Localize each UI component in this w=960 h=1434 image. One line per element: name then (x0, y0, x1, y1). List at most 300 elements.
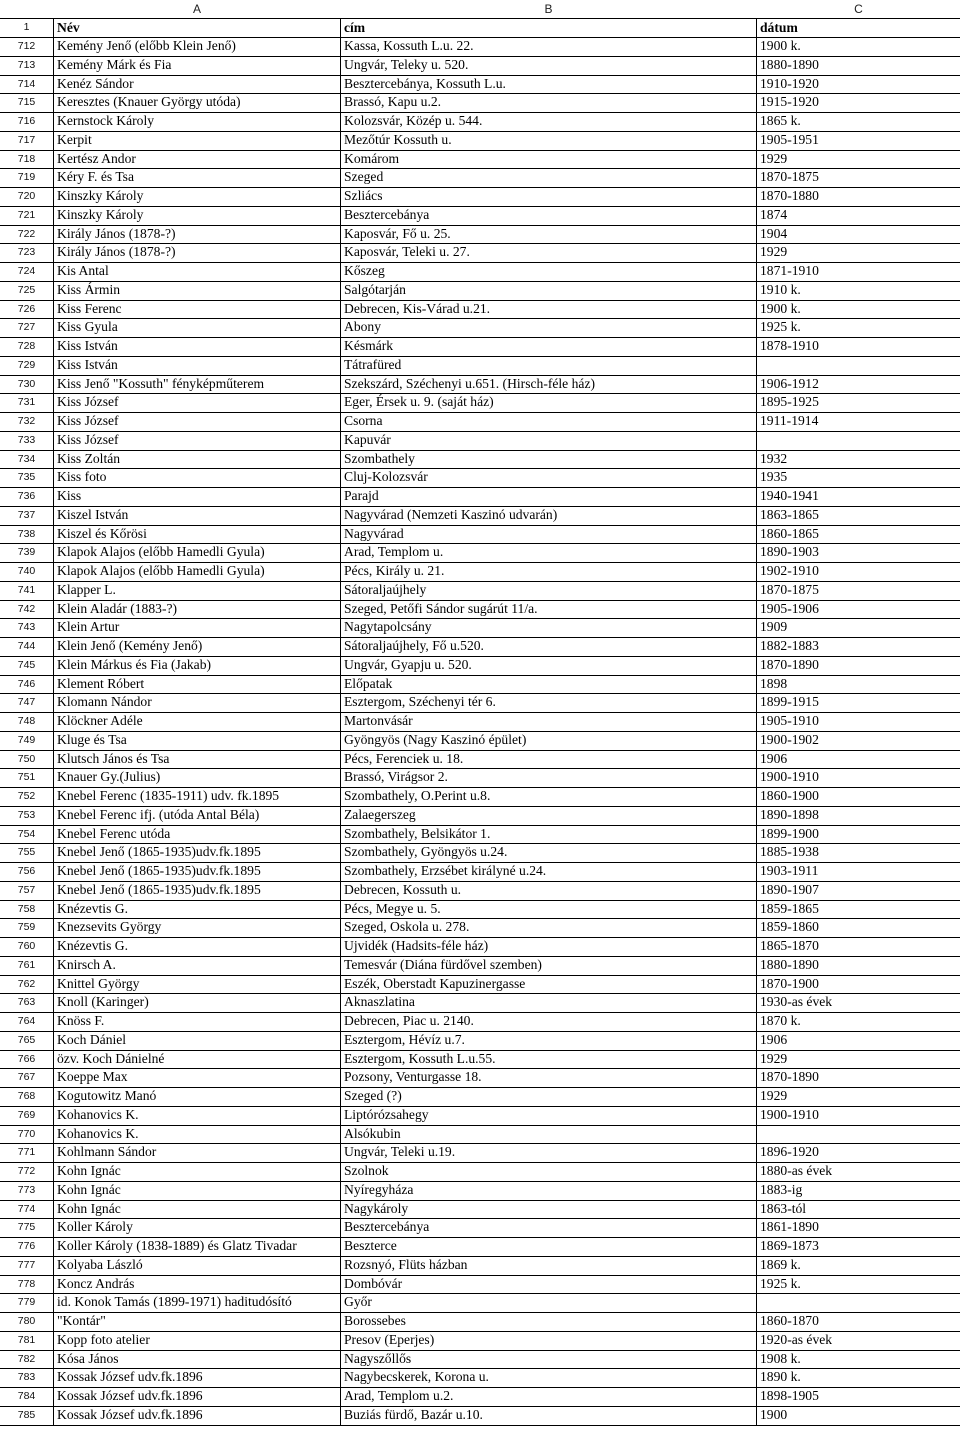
row-number[interactable]: 751 (17, 771, 36, 784)
row-number[interactable]: 757 (17, 883, 36, 896)
cell-date[interactable]: 1910-1920 (760, 75, 819, 91)
cell-place[interactable]: Temesvár (Diána fürdővel szemben) (344, 956, 542, 972)
cell-place[interactable]: Pécs, Megye u. 5. (344, 900, 441, 916)
cell-date[interactable]: 1880-1890 (760, 56, 819, 72)
cell-place[interactable]: Előpatak (344, 675, 393, 691)
row-number[interactable]: 725 (17, 283, 36, 296)
row-number[interactable]: 737 (17, 508, 36, 521)
cell-name[interactable]: Knauer Gy.(Julius) (57, 769, 161, 785)
cell-place[interactable]: Szeged, Oskola u. 278. (344, 919, 470, 935)
cell-name[interactable]: Kemény Márk és Fia (57, 56, 172, 72)
cell-date[interactable]: 1890-1907 (760, 881, 819, 897)
row-number[interactable]: 766 (17, 1052, 36, 1065)
row-number[interactable]: 718 (17, 152, 36, 165)
cell-date[interactable]: 1863-1865 (760, 506, 819, 522)
cell-place[interactable]: Arad, Templom u.2. (344, 1388, 454, 1403)
row-number[interactable]: 747 (17, 696, 36, 709)
cell-date[interactable]: 1910 k. (760, 281, 801, 297)
cell-date[interactable]: 1865 k. (760, 113, 801, 128)
column-header-a[interactable]: A (192, 2, 201, 16)
cell-date[interactable]: 1870-1875 (760, 581, 819, 597)
cell-date[interactable]: 1925 k. (760, 1275, 801, 1291)
row-number[interactable]: 734 (17, 452, 36, 465)
cell-name[interactable]: Kossak József udv.fk.1896 (57, 1369, 203, 1385)
cell-date[interactable]: 1865-1870 (760, 938, 819, 953)
cell-name[interactable]: Kogutowitz Manó (57, 1088, 157, 1103)
cell-name[interactable]: Knöss F. (57, 1013, 105, 1028)
cell-date[interactable]: 1909 (760, 619, 788, 635)
cell-name[interactable]: Kiss Jenő "Kossuth" fényképműterem (57, 375, 265, 391)
cell-place[interactable]: Brassó, Virágsor 2. (344, 769, 448, 785)
cell-place[interactable]: Szombathely (344, 450, 415, 466)
cell-name[interactable]: Kinszky Károly (57, 206, 144, 222)
cell-date[interactable]: 1908 k. (760, 1350, 801, 1366)
cell-name[interactable]: Kohlmann Sándor (57, 1144, 157, 1160)
cell-place[interactable]: Arad, Templom u. (344, 544, 444, 560)
cell-name[interactable]: Király János (1878-?) (57, 244, 176, 260)
row-number[interactable]: 778 (17, 1277, 36, 1290)
cell-name[interactable]: Kiss (57, 488, 82, 503)
row-number[interactable]: 1 (23, 21, 30, 33)
cell-place[interactable]: Tátrafüred (344, 356, 402, 372)
row-number[interactable]: 770 (17, 1127, 36, 1140)
cell-place[interactable]: Borossebes (344, 1313, 406, 1328)
cell-date[interactable]: 1899-1915 (760, 694, 819, 710)
cell-date[interactable]: 1890 k. (760, 1369, 801, 1385)
cell-name[interactable]: Klein Jenő (Kemény Jenő) (57, 638, 203, 653)
cell-place[interactable]: Brassó, Kapu u.2. (344, 94, 442, 110)
cell-place[interactable]: Sátoraljaújhely, Fő u.520. (344, 638, 484, 653)
cell-place[interactable]: Nyíregyháza (344, 1181, 414, 1197)
cell-name[interactable]: Koncz András (57, 1275, 135, 1291)
cell-place[interactable]: Beszterce (344, 1238, 397, 1253)
cell-place[interactable]: Mezőtúr Kossuth u. (344, 131, 452, 147)
cell-place[interactable]: Szliács (344, 188, 383, 203)
cell-place[interactable]: Debrecen, Piac u. 2140. (344, 1013, 474, 1028)
cell-date[interactable]: 1870-1900 (760, 975, 819, 991)
row-number[interactable]: 713 (17, 58, 36, 71)
row-number[interactable]: 714 (17, 77, 36, 90)
cell-name[interactable]: Kiszel István (57, 506, 129, 522)
cell-name[interactable]: Knittel György (57, 975, 140, 991)
row-number[interactable]: 783 (17, 1371, 36, 1384)
cell-name[interactable]: Kéry F. és Tsa (57, 169, 134, 185)
row-number[interactable]: 717 (17, 133, 36, 146)
row-number[interactable]: 736 (17, 490, 36, 502)
cell-date[interactable]: 1900-1910 (760, 1106, 819, 1122)
cell-date[interactable]: 1929 (760, 1050, 788, 1066)
row-number[interactable]: 775 (17, 1221, 36, 1234)
cell-name[interactable]: Kopp foto atelier (57, 1331, 150, 1347)
cell-date[interactable]: 1898 (760, 675, 788, 691)
row-number[interactable]: 715 (17, 96, 36, 109)
cell-name[interactable]: Klein Márkus és Fia (Jakab) (57, 656, 212, 672)
cell-place[interactable]: Esztergom, Kossuth L.u.55. (344, 1050, 496, 1066)
cell-name[interactable]: Kolyaba László (57, 1256, 143, 1272)
cell-place[interactable]: Debrecen, Kossuth u. (344, 881, 462, 897)
row-number[interactable]: 733 (17, 433, 36, 446)
cell-name[interactable]: Koller Károly (57, 1219, 133, 1235)
cell-date[interactable]: 1900 (760, 1406, 788, 1422)
cell-date[interactable]: 1859-1865 (760, 900, 819, 916)
cell-name[interactable]: Kiss Gyula (57, 319, 118, 335)
row-number[interactable]: 781 (17, 1333, 36, 1346)
cell-date[interactable]: 1905-1906 (760, 600, 819, 616)
cell-date[interactable]: 1904 (760, 225, 788, 241)
cell-date[interactable]: 1900 k. (760, 38, 801, 53)
row-number[interactable]: 763 (17, 996, 36, 1009)
cell-date[interactable]: 1870-1890 (760, 1069, 819, 1085)
cell-place[interactable]: Presov (Eperjes) (344, 1331, 435, 1347)
cell-place[interactable]: Esztergom, Hévíz u.7. (344, 1031, 465, 1047)
cell-date[interactable]: 1920-as évek (760, 1331, 833, 1347)
cell-place[interactable]: Debrecen, Kis-Várad u.21. (344, 300, 491, 316)
row-number[interactable]: 744 (17, 640, 36, 652)
row-number[interactable]: 739 (17, 546, 36, 559)
column-header-b[interactable]: B (544, 2, 553, 16)
cell-place[interactable]: Kaposvár, Teleki u. 27. (344, 244, 470, 260)
cell-name[interactable]: Kiss József (57, 413, 119, 428)
row-number[interactable]: 749 (17, 733, 36, 746)
cell-name[interactable]: Kohn Ignác (57, 1200, 121, 1216)
cell-place[interactable]: Szeged (?) (344, 1088, 402, 1103)
row-number[interactable]: 767 (17, 1071, 36, 1084)
cell-name[interactable]: Klöckner Adéle (57, 713, 143, 728)
row-number[interactable]: 756 (17, 865, 36, 877)
cell-name[interactable]: Kiss foto (57, 469, 107, 485)
header-date[interactable]: dátum (760, 20, 798, 35)
cell-name[interactable]: Kohanovics K. (57, 1125, 139, 1141)
cell-name[interactable]: Kohn Ignác (57, 1163, 121, 1178)
cell-name[interactable]: Kernstock Károly (57, 113, 155, 128)
cell-place[interactable]: Buziás fürdő, Bazár u.10. (344, 1406, 483, 1422)
cell-place[interactable]: Komárom (344, 150, 400, 166)
cell-name[interactable]: Klapok Alajos (előbb Hamedli Gyula) (57, 544, 265, 560)
cell-date[interactable]: 1905-1910 (760, 713, 819, 728)
cell-name[interactable]: Kenéz Sándor (57, 75, 134, 91)
cell-date[interactable]: 1900 k. (760, 300, 801, 316)
cell-date[interactable]: 1859-1860 (760, 919, 819, 935)
row-number[interactable]: 774 (17, 1202, 36, 1215)
row-number[interactable]: 727 (17, 321, 36, 334)
cell-name[interactable]: Klein Artur (57, 619, 120, 635)
cell-place[interactable]: Nagytapolcsány (344, 619, 432, 635)
cell-name[interactable]: Kiss József (57, 431, 119, 447)
cell-place[interactable]: Szolnok (344, 1163, 389, 1178)
cell-name[interactable]: Klutsch János és Tsa (57, 750, 170, 766)
cell-place[interactable]: Nagyszőllős (344, 1350, 412, 1366)
cell-place[interactable]: Besztercebánya (344, 1219, 430, 1235)
cell-place[interactable]: Szekszárd, Széchenyi u.651. (Hirsch-féle ház) (344, 375, 595, 391)
cell-name[interactable]: Kossak József udv.fk.1896 (57, 1406, 203, 1422)
cell-date[interactable]: 1906 (760, 1031, 788, 1047)
cell-name[interactable]: Kiss József (57, 394, 119, 410)
cell-name[interactable]: Kiss Ferenc (57, 300, 122, 316)
row-number[interactable]: 784 (17, 1390, 36, 1402)
cell-date[interactable]: 1878-1910 (760, 338, 819, 353)
cell-date[interactable]: 1871-1910 (760, 263, 819, 278)
cell-date[interactable]: 1860-1865 (760, 525, 819, 541)
cell-name[interactable]: "Kontár" (57, 1313, 106, 1328)
row-number[interactable]: 712 (17, 40, 36, 52)
cell-date[interactable]: 1880-as évek (760, 1163, 833, 1178)
row-number[interactable]: 722 (17, 227, 36, 240)
cell-place[interactable]: Eger, Érsek u. 9. (saját ház) (344, 394, 494, 410)
header-name[interactable]: Név (57, 20, 80, 35)
cell-date[interactable]: 1900-1902 (760, 731, 819, 747)
cell-place[interactable]: Győr (344, 1294, 372, 1310)
cell-name[interactable]: Klapok Alajos (előbb Hamedli Gyula) (57, 563, 265, 578)
cell-name[interactable]: Koch Dániel (57, 1031, 127, 1047)
cell-place[interactable]: Alsókubin (344, 1125, 401, 1141)
cell-date[interactable]: 1870 k. (760, 1013, 801, 1028)
row-number[interactable]: 748 (17, 715, 36, 727)
cell-place[interactable]: Szombathely, Belsikátor 1. (344, 825, 491, 841)
cell-name[interactable]: Klein Aladár (1883-?) (57, 600, 178, 616)
cell-name[interactable]: Kemény Jenő (előbb Klein Jenő) (57, 38, 236, 53)
cell-place[interactable]: Besztercebánya, Kossuth L.u. (344, 75, 506, 91)
cell-place[interactable]: Szombathely, O.Perint u.8. (344, 788, 491, 803)
row-number[interactable]: 724 (17, 265, 36, 277)
cell-name[interactable]: Kiss Ármin (57, 281, 121, 297)
row-number[interactable]: 726 (17, 302, 36, 315)
cell-date[interactable]: 1869-1873 (760, 1238, 819, 1253)
cell-name[interactable]: Kiss István (57, 338, 118, 353)
cell-name[interactable]: Knezsevits György (57, 919, 162, 935)
cell-name[interactable]: Klomann Nándor (57, 694, 152, 710)
cell-date[interactable]: 1898-1905 (760, 1388, 819, 1403)
cell-date[interactable]: 1896-1920 (760, 1144, 819, 1160)
row-number[interactable]: 769 (17, 1108, 36, 1121)
row-number[interactable]: 758 (17, 902, 36, 915)
column-header-c[interactable]: C (854, 2, 863, 16)
cell-name[interactable]: Kiss István (57, 356, 118, 372)
cell-date[interactable]: 1895-1925 (760, 394, 819, 410)
row-number[interactable]: 743 (17, 621, 36, 634)
cell-place[interactable]: Kassa, Kossuth L.u. 22. (344, 38, 474, 53)
row-number[interactable]: 761 (17, 958, 36, 971)
row-number[interactable]: 716 (17, 115, 36, 127)
cell-name[interactable]: Kiss Zoltán (57, 450, 121, 466)
cell-place[interactable]: Cluj-Kolozsvár (344, 469, 428, 485)
cell-place[interactable]: Szombathely, Erzsébet királyné u.24. (344, 863, 547, 878)
cell-place[interactable]: Szeged, Petőfi Sándor sugárút 11/a. (344, 600, 538, 616)
cell-place[interactable]: Pécs, Király u. 21. (344, 563, 445, 578)
cell-place[interactable]: Szeged (344, 169, 384, 185)
cell-date[interactable]: 1880-1890 (760, 956, 819, 972)
row-number[interactable]: 750 (17, 752, 36, 765)
cell-date[interactable]: 1906-1912 (760, 375, 819, 391)
row-number[interactable]: 777 (17, 1258, 36, 1271)
cell-date[interactable]: 1861-1890 (760, 1219, 819, 1235)
cell-name[interactable]: Koeppe Max (57, 1069, 128, 1085)
cell-name[interactable]: Knirsch A. (57, 956, 116, 972)
cell-place[interactable]: Liptórózsahegy (344, 1106, 429, 1122)
row-number[interactable]: 764 (17, 1015, 36, 1027)
cell-date[interactable]: 1929 (760, 244, 788, 260)
cell-date[interactable]: 1870-1880 (760, 188, 819, 203)
row-number[interactable]: 759 (17, 921, 36, 934)
cell-place[interactable]: Martonvásár (344, 713, 413, 728)
row-number[interactable]: 741 (17, 583, 36, 596)
cell-date[interactable]: 1870-1875 (760, 169, 819, 185)
cell-name[interactable]: Knebel Ferenc (1835-1911) udv. fk.1895 (57, 788, 280, 803)
cell-name[interactable]: Kis Antal (57, 263, 109, 278)
row-number[interactable]: 753 (17, 808, 36, 821)
row-gridline (0, 1031, 960, 1032)
cell-place[interactable]: Nagyvárad (344, 525, 404, 541)
cell-date[interactable]: 1940-1941 (760, 488, 819, 503)
row-number[interactable]: 745 (17, 658, 36, 671)
cell-name[interactable]: Kluge és Tsa (57, 731, 127, 747)
cell-name[interactable]: Knézevtis G. (57, 900, 128, 916)
cell-date[interactable]: 1905-1951 (760, 131, 819, 147)
cell-place[interactable]: Kolozsvár, Közép u. 544. (344, 113, 483, 128)
cell-place[interactable]: Besztercebánya (344, 206, 430, 222)
cell-date[interactable]: 1885-1938 (760, 844, 819, 860)
row-number[interactable]: 755 (17, 846, 36, 859)
cell-place[interactable]: Salgótarján (344, 281, 406, 297)
cell-place[interactable]: Késmárk (344, 338, 394, 353)
cell-name[interactable]: Kósa János (57, 1350, 119, 1366)
cell-date[interactable]: 1870-1890 (760, 656, 819, 672)
row-number[interactable]: 768 (17, 1090, 36, 1102)
cell-date[interactable]: 1935 (760, 469, 788, 485)
cell-name[interactable]: Klement Róbert (57, 675, 145, 691)
cell-date[interactable]: 1930-as évek (760, 994, 833, 1010)
cell-place[interactable]: Aknaszlatina (344, 994, 415, 1010)
cell-place[interactable]: Zalaegerszeg (344, 806, 416, 822)
row-number[interactable]: 728 (17, 340, 36, 352)
row-number[interactable]: 782 (17, 1352, 36, 1365)
row-number[interactable]: 721 (17, 208, 36, 221)
cell-date[interactable]: 1906 (760, 750, 788, 766)
row-number[interactable]: 729 (17, 358, 36, 371)
row-number[interactable]: 742 (17, 602, 36, 615)
cell-name[interactable]: Klapper L. (57, 581, 116, 597)
row-number[interactable]: 732 (17, 415, 36, 427)
cell-date[interactable]: 1869 k. (760, 1256, 801, 1272)
cell-place[interactable]: Dombóvár (344, 1275, 403, 1291)
cell-name[interactable]: Knebel Ferenc utóda (57, 825, 171, 841)
row-number[interactable]: 754 (17, 827, 36, 840)
cell-place[interactable]: Ungvár, Teleki u.19. (344, 1144, 456, 1160)
row-number[interactable]: 720 (17, 190, 36, 202)
row-number[interactable]: 752 (17, 790, 36, 802)
cell-date[interactable]: 1925 k. (760, 319, 801, 335)
row-number[interactable]: 760 (17, 940, 36, 952)
cell-name[interactable]: Keresztes (Knauer György utóda) (57, 94, 241, 110)
cell-date[interactable]: 1903-1911 (760, 863, 819, 878)
cell-name[interactable]: id. Konok Tamás (1899-1971) haditudósító (57, 1294, 292, 1310)
cell-place[interactable]: Esztergom, Széchenyi tér 6. (344, 694, 496, 710)
cell-place[interactable]: Nagykároly (344, 1200, 409, 1216)
cell-date[interactable]: 1890-1903 (760, 544, 819, 560)
cell-place[interactable]: Nagyvárad (Nemzeti Kaszinó udvarán) (344, 506, 558, 522)
cell-date[interactable]: 1883-ig (760, 1181, 803, 1197)
cell-name[interactable]: Koller Károly (1838-1889) és Glatz Tivadar (57, 1238, 297, 1253)
cell-place[interactable]: Rozsnyó, Flüts házban (344, 1256, 468, 1272)
cell-name[interactable]: Kohanovics K. (57, 1106, 139, 1122)
cell-date[interactable]: 1882-1883 (760, 638, 819, 653)
cell-name[interactable]: Kiszel és Kőrösi (57, 525, 147, 541)
row-number[interactable]: 731 (17, 396, 36, 409)
cell-name[interactable]: Knézevtis G. (57, 938, 128, 953)
cell-place[interactable]: Ungvár, Teleky u. 520. (344, 56, 469, 72)
cell-name[interactable]: Kossak József udv.fk.1896 (57, 1388, 203, 1403)
row-number[interactable]: 776 (17, 1240, 36, 1252)
row-number[interactable]: 780 (17, 1315, 36, 1327)
row-number[interactable]: 735 (17, 471, 36, 484)
cell-date[interactable]: 1929 (760, 1088, 788, 1103)
cell-date[interactable]: 1902-1910 (760, 563, 819, 578)
cell-place[interactable]: Ungvár, Gyapju u. 520. (344, 656, 472, 672)
row-number[interactable]: 719 (17, 171, 36, 184)
cell-name[interactable]: Knebel Jenő (1865-1935)udv.fk.1895 (57, 863, 261, 878)
row-number[interactable]: 723 (17, 246, 36, 259)
cell-date[interactable]: 1932 (760, 450, 788, 466)
cell-place[interactable]: Gyöngyös (Nagy Kaszinó épület) (344, 731, 527, 747)
cell-place[interactable]: Pécs, Ferenciek u. 18. (344, 750, 464, 766)
cell-date[interactable]: 1860-1900 (760, 788, 819, 803)
row-number[interactable]: 771 (17, 1146, 36, 1159)
cell-date[interactable]: 1900-1910 (760, 769, 819, 785)
cell-name[interactable]: Kohn Ignác (57, 1181, 121, 1197)
cell-name[interactable]: Király János (1878-?) (57, 225, 176, 241)
cell-date[interactable]: 1911-1914 (760, 413, 819, 428)
cell-place[interactable]: Kapuvár (344, 431, 391, 447)
row-number[interactable]: 773 (17, 1183, 36, 1196)
cell-date[interactable]: 1929 (760, 150, 788, 166)
cell-date[interactable]: 1860-1870 (760, 1313, 819, 1328)
cell-place[interactable]: Eszék, Oberstadt Kapuzinergasse (344, 975, 526, 991)
cell-place[interactable]: Nagybecskerek, Korona u. (344, 1369, 489, 1385)
row-number[interactable]: 746 (17, 677, 36, 690)
cell-date[interactable]: 1863-tól (760, 1200, 807, 1216)
cell-date[interactable]: 1899-1900 (760, 825, 819, 841)
header-place[interactable]: cím (344, 20, 366, 35)
cell-name[interactable]: Knebel Ferenc ifj. (utóda Antal Béla) (57, 806, 260, 822)
cell-date[interactable]: 1890-1898 (760, 806, 819, 822)
cell-place[interactable]: Szombathely, Gyöngyös u.24. (344, 844, 508, 860)
cell-place[interactable]: Sátoraljaújhely (344, 581, 427, 597)
row-number[interactable]: 765 (17, 1033, 36, 1046)
row-number[interactable]: 740 (17, 565, 36, 577)
cell-name[interactable]: Kerpit (57, 131, 92, 147)
cell-place[interactable]: Pozsony, Venturgasse 18. (344, 1069, 482, 1085)
row-number[interactable]: 762 (17, 977, 36, 990)
cell-name[interactable]: Knoll (Karinger) (57, 994, 149, 1010)
cell-name[interactable]: Knebel Jenő (1865-1935)udv.fk.1895 (57, 881, 261, 897)
cell-place[interactable]: Csorna (344, 413, 383, 428)
row-number[interactable]: 738 (17, 527, 36, 540)
cell-name[interactable]: Kinszky Károly (57, 188, 144, 203)
row-number[interactable]: 772 (17, 1165, 36, 1177)
cell-date[interactable]: 1874 (760, 206, 788, 222)
cell-place[interactable]: Abony (344, 319, 382, 335)
row-number[interactable]: 730 (17, 377, 36, 390)
cell-name[interactable]: Knebel Jenő (1865-1935)udv.fk.1895 (57, 844, 261, 860)
cell-place[interactable]: Kőszeg (344, 263, 385, 278)
row-number[interactable]: 785 (17, 1408, 36, 1421)
cell-name[interactable]: Kertész Andor (57, 150, 136, 166)
cell-place[interactable]: Kaposvár, Fő u. 25. (344, 225, 451, 241)
cell-place[interactable]: Ujvidék (Hadsits-féle ház) (344, 938, 489, 953)
cell-date[interactable]: 1915-1920 (760, 94, 819, 110)
row-number[interactable]: 779 (17, 1296, 36, 1309)
cell-name[interactable]: özv. Koch Dánielné (57, 1050, 165, 1066)
cell-place[interactable]: Parajd (344, 488, 379, 503)
